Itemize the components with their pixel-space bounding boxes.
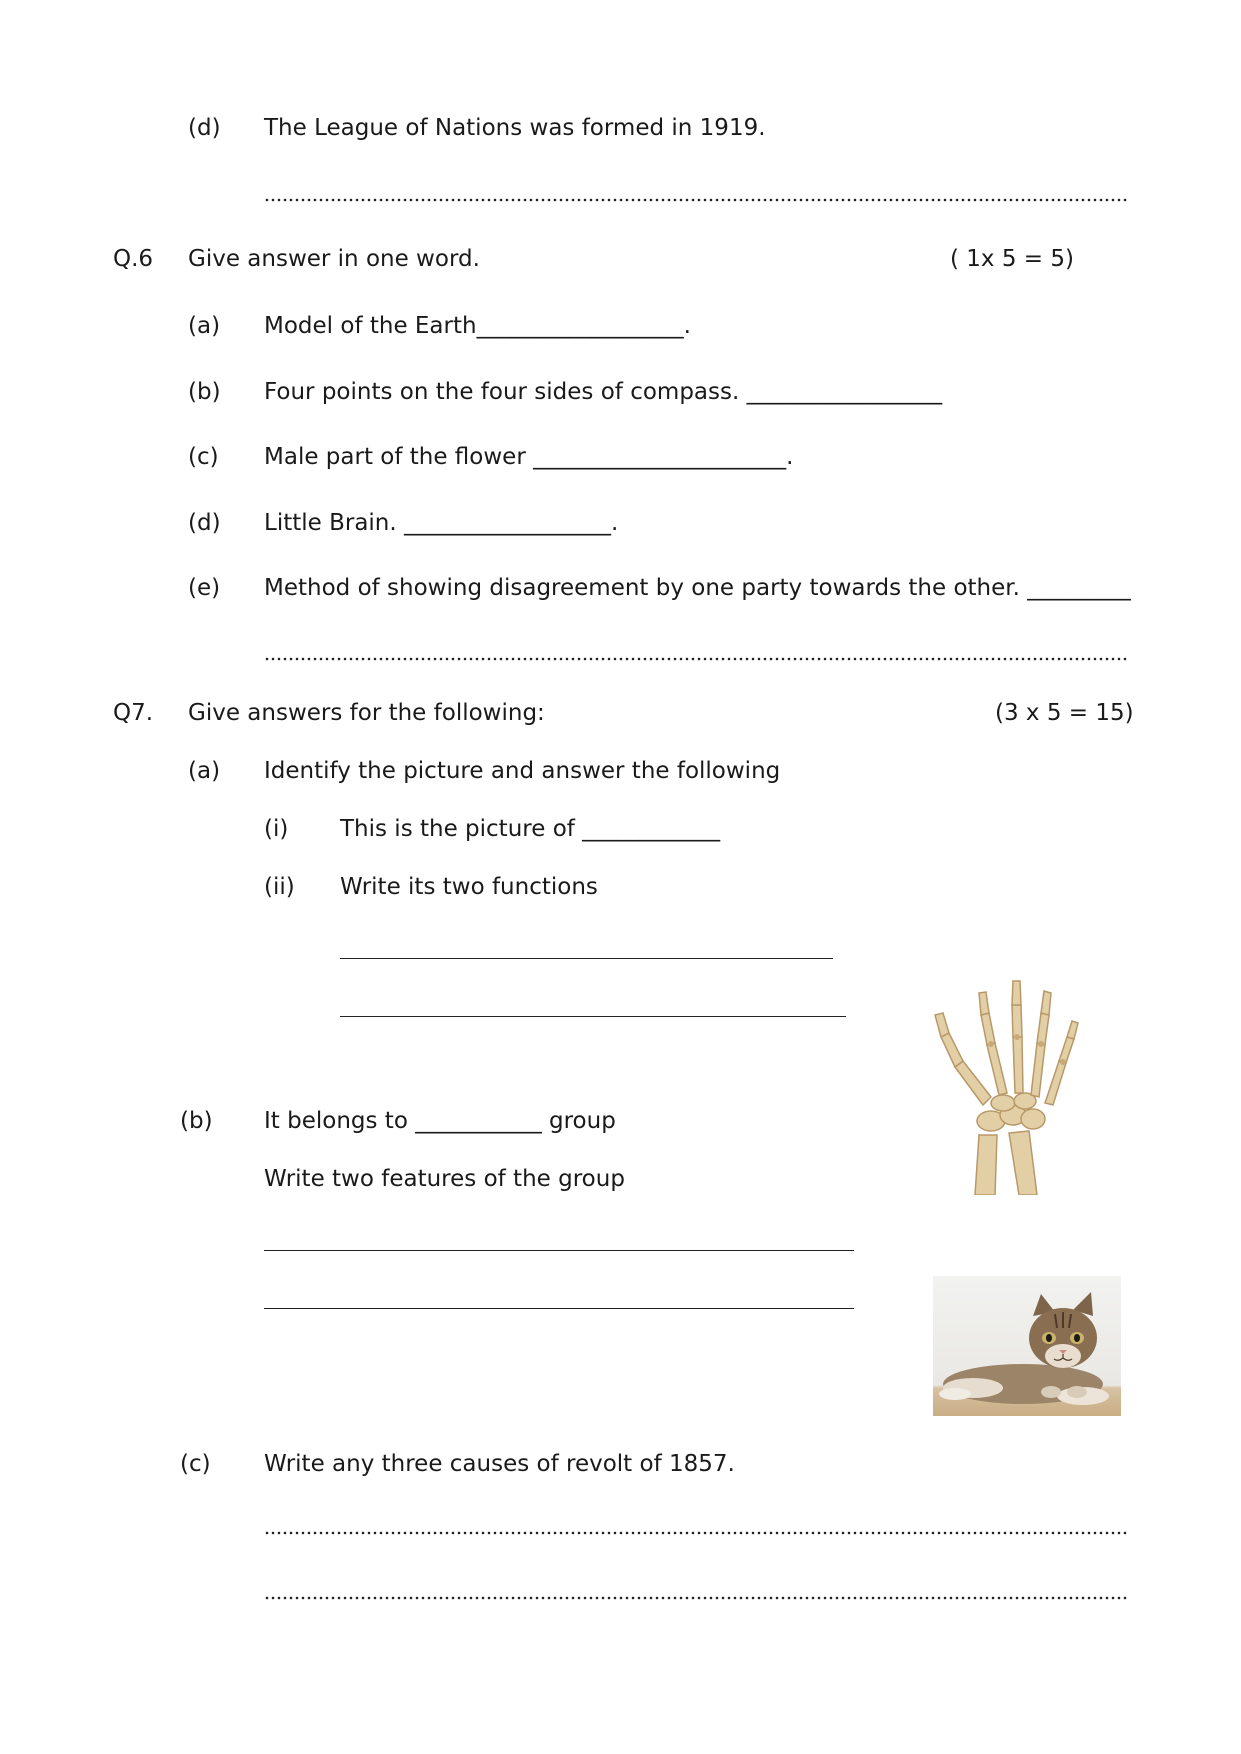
answer-underline[interactable] xyxy=(264,1308,854,1309)
q6-item-label: (b) xyxy=(188,379,221,405)
q7-a-label: (a) xyxy=(188,758,221,784)
q6-item-text: Model of the Earth__________________. xyxy=(264,313,691,339)
q6-item-label: (c) xyxy=(188,444,219,470)
hand-skeleton-image xyxy=(933,975,1083,1195)
answer-dotted-line[interactable] xyxy=(264,657,1129,661)
q6-marks: ( 1x 5 = 5) xyxy=(950,246,1074,272)
q7-a-i-text: This is the picture of ____________ xyxy=(340,816,721,842)
q6-item-text: Method of showing disagreement by one party towards the other. _________ xyxy=(264,575,1131,601)
kitten-image xyxy=(933,1276,1121,1416)
q6-number: Q.6 xyxy=(113,246,154,272)
q6-item-text: Four points on the four sides of compass. _________________ xyxy=(264,379,943,405)
q7-c-text: Write any three causes of revolt of 1857. xyxy=(264,1451,735,1477)
q7-b-subtext: Write two features of the group xyxy=(264,1166,625,1192)
q6-item-label: (d) xyxy=(188,510,221,536)
answer-underline[interactable] xyxy=(264,1250,854,1251)
answer-underline[interactable] xyxy=(340,1016,846,1017)
q7-a-ii-label: (ii) xyxy=(264,874,295,900)
q7-c-label: (c) xyxy=(180,1451,211,1477)
q7-b-text: It belongs to ___________ group xyxy=(264,1108,616,1134)
q6-item-label: (e) xyxy=(188,575,221,601)
q7-number: Q7. xyxy=(113,700,154,726)
answer-dotted-line[interactable] xyxy=(264,1531,1129,1535)
q7-a-text: Identify the picture and answer the following xyxy=(264,758,781,784)
q7-a-i-label: (i) xyxy=(264,816,289,842)
q5-d-label: (d) xyxy=(188,115,221,141)
q6-item-label: (a) xyxy=(188,313,221,339)
q5-d-text: The League of Nations was formed in 1919. xyxy=(264,115,766,141)
q6-item-text: Male part of the flower ______________________. xyxy=(264,444,794,470)
answer-dotted-line[interactable] xyxy=(264,1596,1129,1600)
q7-a-ii-text: Write its two functions xyxy=(340,874,598,900)
q7-title: Give answers for the following: xyxy=(188,700,545,726)
answer-dotted-line[interactable] xyxy=(264,198,1129,202)
q6-title: Give answer in one word. xyxy=(188,246,480,272)
q6-item-text: Little Brain. __________________. xyxy=(264,510,619,536)
q7-b-label: (b) xyxy=(180,1108,213,1134)
q7-marks: (3 x 5 = 15) xyxy=(995,700,1134,726)
answer-underline[interactable] xyxy=(340,958,833,959)
